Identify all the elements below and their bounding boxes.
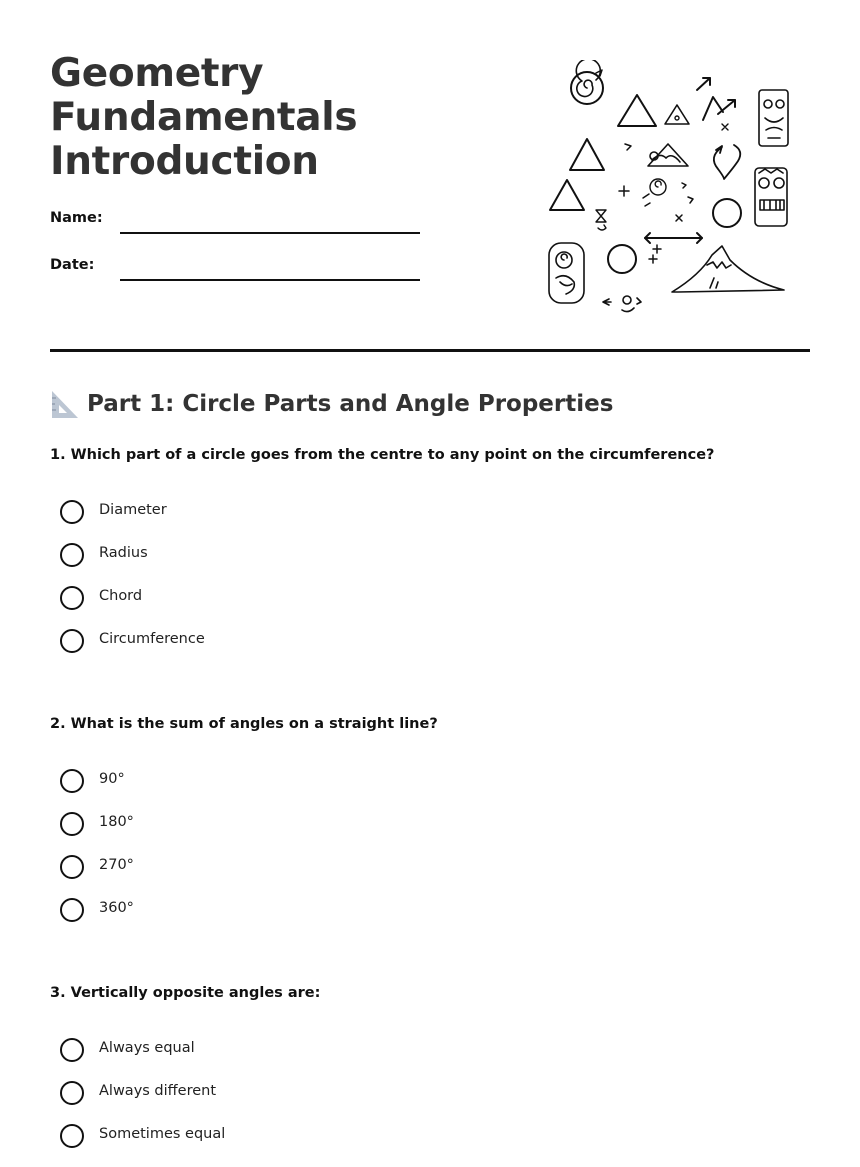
answer-option[interactable] — [60, 769, 460, 812]
geometry-doodles-illustration — [540, 60, 800, 320]
spiral-circle-icon — [571, 60, 603, 104]
triangle-icon — [550, 180, 584, 210]
option-label: Always different — [99, 1083, 217, 1099]
loop-arrows-icon — [603, 296, 641, 312]
section-heading — [50, 388, 750, 422]
title-line: Geometry — [50, 51, 264, 96]
answer-option[interactable] — [60, 1081, 460, 1124]
radio-button[interactable] — [60, 898, 84, 922]
section-title: Part 1: Circle Parts and Angle Properties — [87, 391, 614, 417]
arrow-icon — [703, 97, 735, 130]
dot-icon — [675, 116, 679, 120]
answer-option[interactable] — [60, 812, 460, 855]
radio-button[interactable] — [60, 586, 84, 610]
triangle-icon — [618, 95, 656, 126]
heart-loop-icon — [714, 145, 740, 179]
question-text: 2. What is the sum of angles on a straight line? — [50, 716, 438, 732]
name-field[interactable] — [50, 210, 420, 240]
question-text: 3. Vertically opposite angles are: — [50, 985, 321, 1001]
option-label: 360° — [99, 900, 134, 916]
title-line: Introduction — [50, 139, 319, 184]
option-label: Always equal — [99, 1040, 195, 1056]
radio-button[interactable] — [60, 629, 84, 653]
tiki-totem-icon — [759, 90, 788, 146]
small-spiral-icon — [650, 179, 666, 195]
tiki-totem-icon — [755, 168, 787, 226]
answer-option[interactable] — [60, 898, 460, 941]
double-arrow-icon — [645, 233, 702, 243]
triangle-icon — [665, 105, 689, 124]
radio-button[interactable] — [60, 543, 84, 567]
radio-button[interactable] — [60, 1081, 84, 1105]
answer-options — [60, 769, 460, 941]
triangle-icon — [570, 139, 604, 170]
option-label: Diameter — [99, 502, 167, 518]
option-label: 180° — [99, 814, 134, 830]
radio-button[interactable] — [60, 1124, 84, 1148]
header-divider — [50, 349, 810, 352]
radio-button[interactable] — [60, 1038, 84, 1062]
option-label: Chord — [99, 588, 143, 604]
set-square-icon — [50, 388, 80, 420]
option-label: Circumference — [99, 631, 205, 647]
answer-option[interactable] — [60, 855, 460, 898]
circle-icon — [608, 245, 636, 273]
question-text: 1. Which part of a circle goes from the centre to any point on the circumference? — [50, 447, 715, 463]
option-label: Sometimes equal — [99, 1126, 226, 1142]
question-2 — [50, 714, 810, 916]
option-label: 270° — [99, 857, 134, 873]
answer-option[interactable] — [60, 500, 460, 543]
circle-icon — [713, 199, 741, 227]
answer-options — [60, 1038, 460, 1167]
answer-option[interactable] — [60, 586, 460, 629]
date-field[interactable] — [50, 257, 420, 287]
worksheet-title — [50, 52, 430, 184]
option-label: Radius — [99, 545, 148, 561]
option-label: 90° — [99, 771, 125, 787]
question-1 — [50, 445, 810, 647]
question-3 — [50, 983, 810, 1142]
radio-button[interactable] — [60, 769, 84, 793]
radio-button[interactable] — [60, 500, 84, 524]
carved-stone-icon — [549, 243, 584, 303]
title-line: Fundamentals — [50, 95, 358, 140]
worksheet-header — [0, 0, 860, 360]
date-label: Date: — [50, 257, 95, 273]
sparkle-icon — [619, 144, 693, 263]
radio-button[interactable] — [60, 855, 84, 879]
date-writing-line[interactable] — [120, 279, 420, 281]
mountain-on-triangle-icon — [648, 144, 688, 166]
answer-option[interactable] — [60, 629, 460, 672]
name-label: Name: — [50, 210, 103, 226]
mountain-icon — [672, 246, 784, 292]
answer-option[interactable] — [60, 1038, 460, 1081]
arrow-icon — [697, 78, 710, 90]
hourglass-icon — [596, 210, 606, 230]
answer-option[interactable] — [60, 543, 460, 586]
radio-button[interactable] — [60, 812, 84, 836]
name-writing-line[interactable] — [120, 232, 420, 234]
answer-options — [60, 500, 460, 672]
